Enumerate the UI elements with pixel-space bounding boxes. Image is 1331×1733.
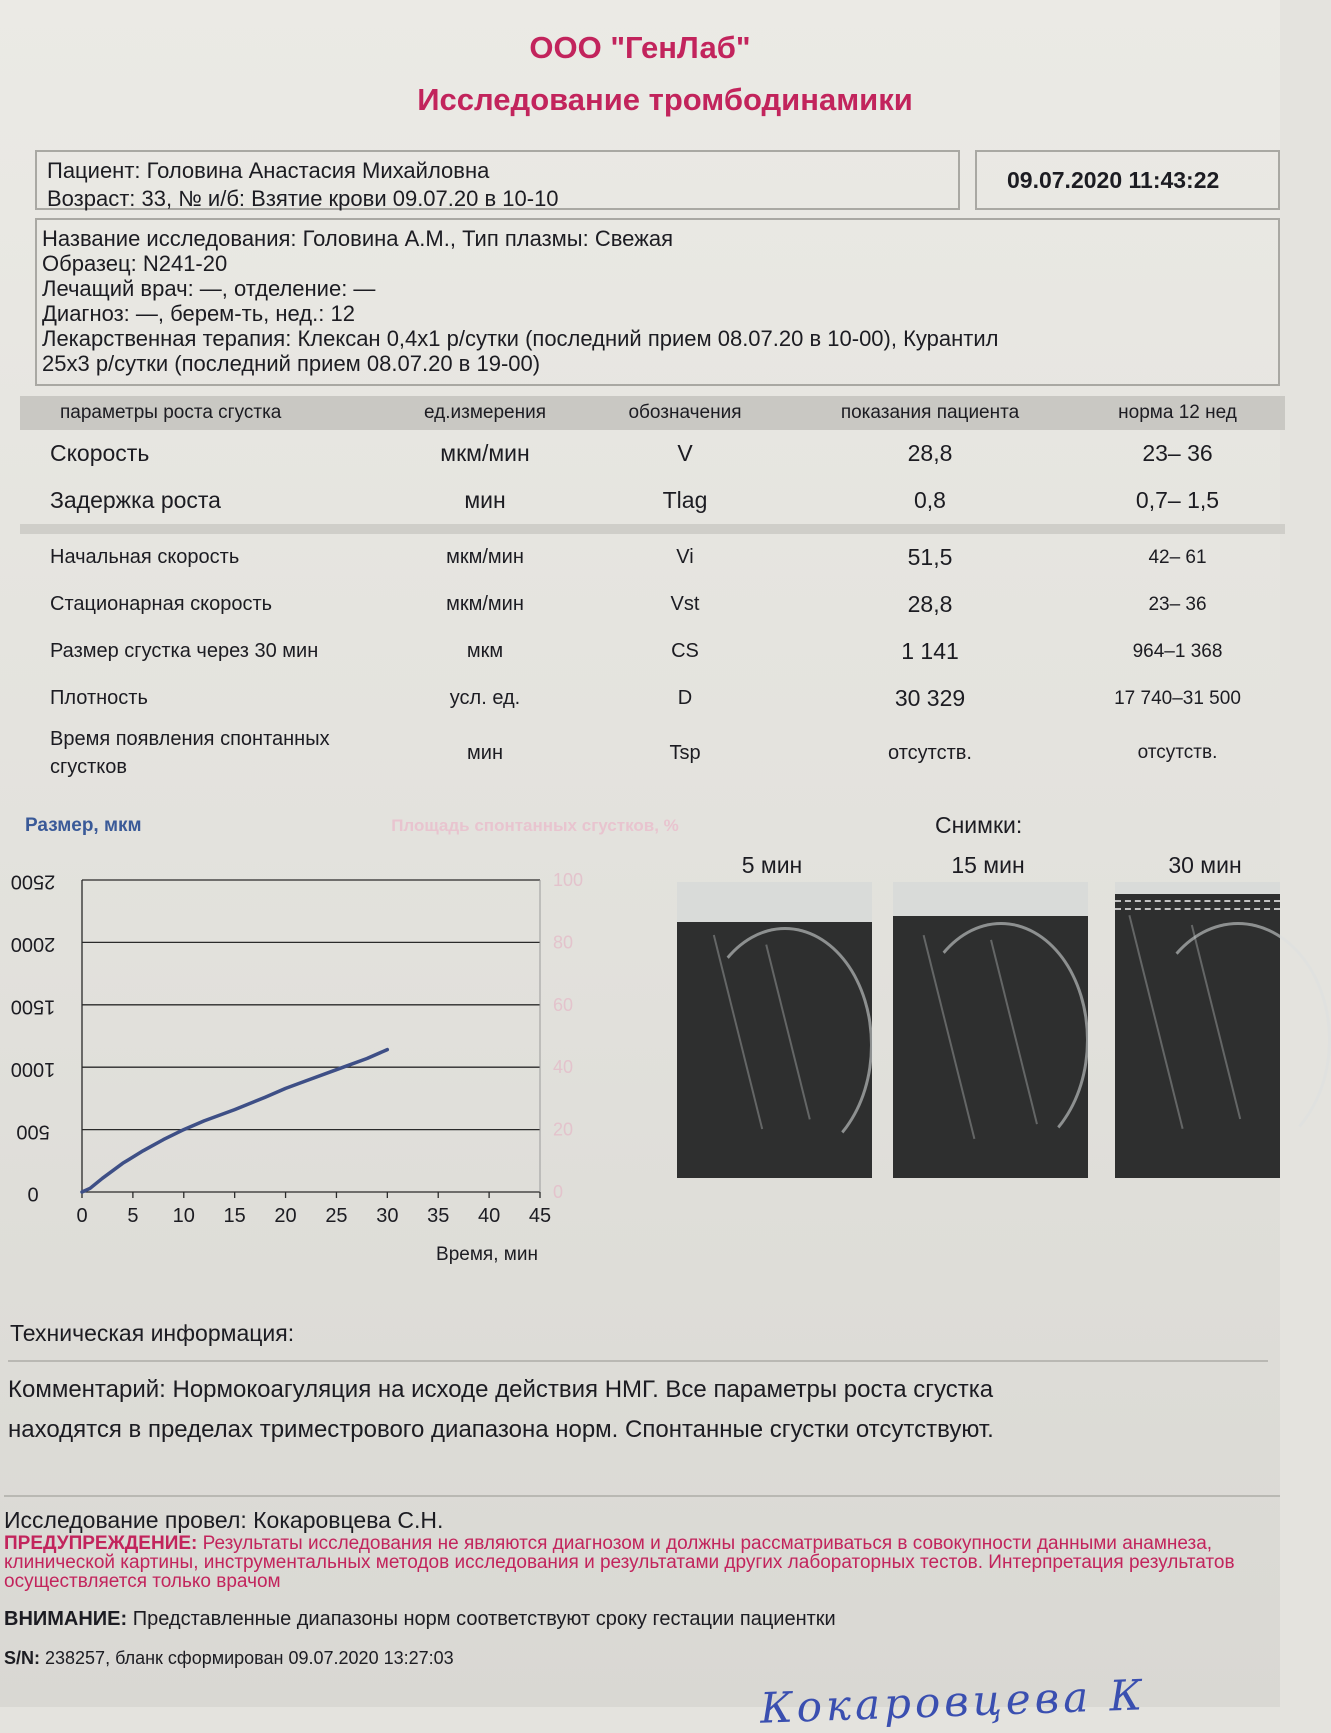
signature: Кокаровцева К: [759, 1670, 1147, 1733]
table-row: [20, 675, 1285, 722]
x-tick-label: 40: [477, 1205, 501, 1227]
snapshot-image-5min: [677, 882, 872, 1178]
param-norm: 17 740–31 500: [1114, 687, 1241, 709]
col-norm: норма 12 нед: [1070, 396, 1285, 430]
clot-boundary-line: [1115, 900, 1280, 902]
growth-chart: [0, 800, 679, 1270]
param-value: 28,8: [907, 440, 953, 466]
x-tick-label: 30: [376, 1205, 399, 1227]
col-unit: ед.измерения: [390, 396, 580, 430]
serial-number: [4, 1648, 454, 1669]
y-right-tick-label: 80: [553, 932, 574, 953]
param-name: [20, 722, 390, 784]
param-symbol: Vi: [676, 546, 694, 568]
y-right-tick-label: 20: [553, 1119, 574, 1140]
y-tick-label: 2000: [10, 933, 56, 956]
snapshot-label: 30 мин: [1168, 852, 1242, 878]
y-right-tick-label: 100: [553, 870, 584, 890]
report-datetime: 09.07.2020 11:43:22: [975, 150, 1280, 210]
y-tick-label: 0: [27, 1182, 39, 1205]
series-line: [82, 1050, 387, 1192]
param-unit: мкм/мин: [446, 593, 524, 615]
param-symbol: Tlag: [662, 487, 708, 513]
col-value: показания пациента: [790, 396, 1070, 430]
x-tick-label: 35: [427, 1205, 450, 1227]
attention-text: Представленные диапазоны норм соответствуют сроку гестации пациентки: [127, 1608, 836, 1630]
table-row: [20, 430, 1285, 477]
y-axis-label: Размер, мкм: [25, 815, 142, 836]
y-axis-right-label: Площадь спонтанных сгустков, %: [391, 816, 679, 835]
param-symbol: V: [677, 440, 693, 466]
param-name: Стационарная скорость: [50, 593, 273, 615]
patient-name: Пациент: Головина Анастасия Михайловна: [47, 158, 490, 183]
param-symbol: Tsp: [669, 742, 701, 764]
snapshot-activator: [677, 882, 872, 922]
params-table: [20, 396, 1285, 784]
sn-text: 238257, бланк сформирован 09.07.2020 13:27:03: [40, 1648, 454, 1668]
x-tick-label: 20: [274, 1205, 297, 1227]
x-axis-label: Время, мин: [436, 1244, 538, 1265]
x-tick-label: 0: [76, 1205, 88, 1227]
param-value: 30 329: [894, 685, 966, 711]
param-symbol: D: [677, 687, 693, 709]
param-symbol: CS: [671, 640, 699, 662]
param-norm: отсутств.: [1137, 742, 1218, 763]
param-name: Размер сгустка через 30 мин: [50, 640, 319, 662]
param-symbol: Vst: [670, 593, 700, 615]
sn-label: S/N:: [4, 1648, 40, 1668]
series-lines: [82, 1050, 387, 1192]
sample-id: Образец: N241-20: [42, 251, 228, 276]
param-norm: 0,7– 1,5: [1135, 487, 1220, 513]
comment-line-2: находятся в пределах триместрового диапазона норм. Спонтанные сгустки отсутствуют.: [8, 1416, 994, 1443]
snapshots-title: Снимки:: [935, 812, 1023, 838]
y-ticks: [11, 871, 56, 1205]
param-norm: 964–1 368: [1132, 640, 1223, 662]
org-name: ООО "ГенЛаб": [529, 30, 751, 65]
param-name: Задержка роста: [50, 487, 221, 513]
y-tick-label: 1500: [10, 995, 56, 1018]
comment: [8, 1360, 1268, 1450]
warning: [4, 1534, 1280, 1591]
table-row: [20, 534, 1285, 581]
snapshot-label: 15 мин: [951, 852, 1025, 878]
y-right-tick-label: 0: [553, 1182, 564, 1202]
table-header: [20, 396, 1285, 430]
snapshot-image-30min: [1115, 882, 1280, 1178]
growth-chart-svg: [0, 800, 679, 1270]
clot-front: [1145, 922, 1331, 1158]
table-row: [20, 722, 1285, 784]
performer: Исследование провел: Кокаровцева С.Н.: [4, 1495, 1280, 1534]
param-unit: мкм/мин: [446, 546, 524, 568]
param-unit: усл. ед.: [449, 687, 521, 709]
table-row: [20, 477, 1285, 524]
table-row: [20, 581, 1285, 628]
param-value: отсутств.: [888, 742, 972, 764]
snapshot-activator: [1115, 882, 1280, 894]
param-name: Начальная скорость: [50, 546, 240, 568]
param-value: 1 141: [901, 638, 959, 664]
attention: [4, 1608, 836, 1631]
x-tick-label: 5: [127, 1205, 139, 1227]
param-name-line-2: сгустков: [50, 756, 127, 778]
therapy-line-1: Лекарственная терапия: Клексан 0,4x1 р/сутки (последний прием 08.07.20 в 10-00), Курантил: [42, 326, 999, 351]
diagnosis: Диагноз: —, берем-ть, нед.: 12: [42, 301, 355, 326]
param-value: 0,8: [914, 487, 946, 513]
param-unit: мкм: [466, 640, 504, 662]
param-value: 28,8: [907, 591, 953, 617]
y-tick-label: 2500: [10, 870, 56, 893]
col-param: параметры роста сгустка: [20, 396, 390, 430]
param-name: Плотность: [50, 687, 148, 709]
param-unit: мин: [464, 487, 506, 513]
table-separator: [20, 524, 1285, 534]
snapshot-image-15min: [893, 882, 1088, 1178]
col-symbol: обозначения: [580, 396, 790, 430]
x-tick-label: 15: [223, 1205, 246, 1227]
param-norm: 23– 36: [1142, 440, 1213, 466]
x-tick-label: 45: [528, 1205, 552, 1227]
doctor: Лечащий врач: —, отделение: —: [42, 276, 376, 301]
param-norm: 23– 36: [1148, 593, 1207, 615]
x-ticks: [76, 1192, 551, 1227]
y-tick-label: 1000: [10, 1057, 56, 1080]
study-name: Название исследования: Головина А.М., Тип плазмы: Свежая: [42, 226, 674, 251]
x-tick-label: 25: [325, 1205, 348, 1227]
x-tick-label: 10: [172, 1205, 195, 1227]
warning-label: ПРЕДУПРЕЖДЕНИЕ:: [4, 1533, 198, 1554]
y-right-tick-label: 40: [553, 1057, 574, 1078]
snapshot-activator: [893, 882, 1088, 916]
therapy-line-2: 25x3 р/сутки (последний прием 08.07.20 в 19-00): [42, 351, 541, 376]
param-value: 51,5: [907, 544, 953, 570]
snapshot-label: 5 мин: [741, 852, 803, 878]
table-row: [20, 628, 1285, 675]
param-name-line-1: Время появления спонтанных: [50, 728, 330, 750]
y-right-tick-label: 60: [553, 994, 574, 1015]
attention-label: ВНИМАНИЕ:: [4, 1608, 128, 1630]
report-title: Исследование тромбодинамики: [417, 82, 913, 117]
patient-box: [35, 150, 960, 210]
y-ticks-right: [553, 870, 583, 1202]
clot-boundary-line: [1115, 908, 1280, 910]
param-name: Скорость: [50, 440, 150, 466]
clot-front: [913, 922, 1089, 1158]
comment-line-1: Комментарий: Нормокоагуляция на исходе действия НМГ. Все параметры роста сгустка: [8, 1376, 994, 1403]
tech-info: Техническая информация:: [10, 1320, 295, 1346]
study-info-box: [35, 218, 1280, 386]
param-unit: мин: [467, 742, 503, 764]
warning-text: Результаты исследования не являются диагнозом и должны рассматриваться в совокупности данными анамнеза, клинической картины, инструментальных методов исследования и результатами других лабораторных тестов. Интерпретация результатов осуществляется только врачом: [4, 1533, 1235, 1592]
y-tick-label: 500: [16, 1120, 50, 1143]
clot-front: [697, 927, 873, 1163]
param-norm: 42– 61: [1148, 546, 1207, 568]
patient-age: Возраст: 33, № и/б: Взятие крови 09.07.20 в 10-10: [47, 186, 559, 211]
param-unit: мкм/мин: [440, 440, 530, 466]
